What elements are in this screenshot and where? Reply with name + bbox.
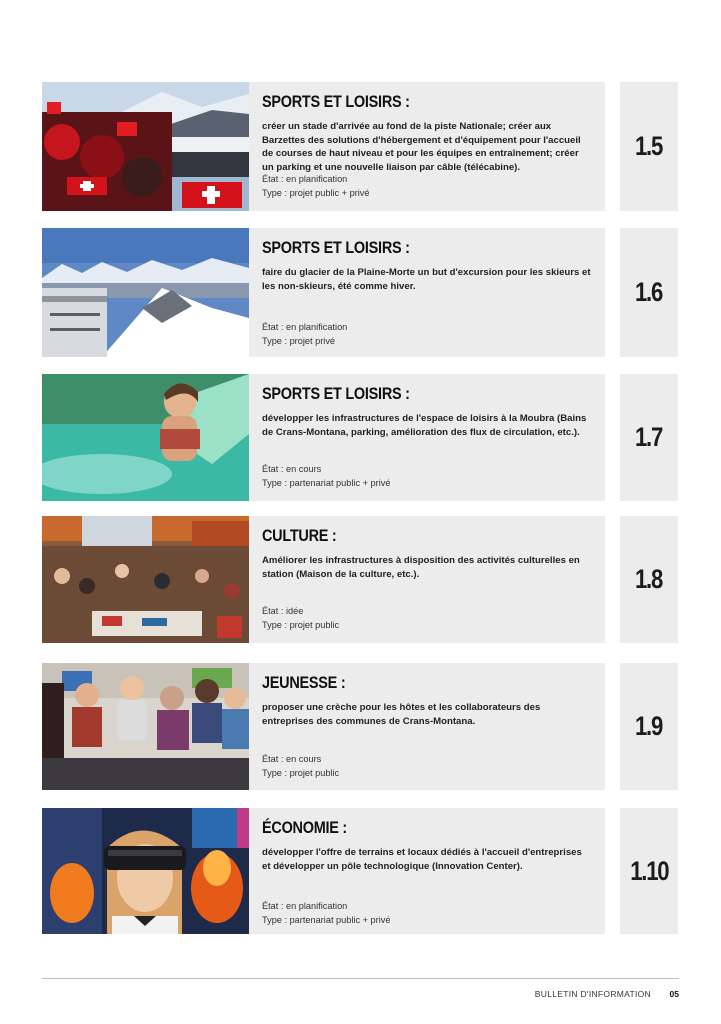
vr-headset-photo	[42, 808, 249, 934]
type-line: Type : projet privé	[262, 335, 336, 346]
project-number-box	[620, 82, 678, 211]
footer-page-number: 05	[669, 989, 679, 999]
project-number: 1.8	[635, 564, 663, 594]
project-number-box	[620, 228, 678, 357]
project-number-box	[620, 663, 678, 790]
project-number-box	[620, 374, 678, 501]
card-description: Améliorer les infrastructures à disposition des activités culturelles en station (Maison de la culture, etc.).	[262, 555, 580, 580]
status-line: État : en cours	[262, 754, 322, 764]
status-line: État : en planification	[262, 901, 348, 911]
status-line: État : en cours	[262, 464, 322, 474]
project-card	[42, 374, 605, 501]
footer-publication-label: BULLETIN D'INFORMATION	[534, 989, 651, 999]
card-title: ÉCONOMIE :	[262, 818, 347, 837]
card-status	[262, 463, 390, 490]
card-status	[262, 753, 339, 780]
project-number-box	[620, 808, 678, 934]
card-description: proposer une crèche pour les hôtes et les collaborateurs des entreprises des communes de Crans-Montana.	[262, 702, 541, 727]
card-content	[262, 92, 593, 174]
project-card	[42, 663, 605, 790]
glacier-photo	[42, 228, 249, 357]
card-status	[262, 173, 370, 200]
type-line: Type : projet public	[262, 619, 340, 630]
status-line: État : idée	[262, 606, 304, 616]
type-line: Type : partenariat public + privé	[262, 477, 391, 488]
card-title: CULTURE :	[262, 526, 337, 545]
card-content	[262, 384, 593, 439]
type-line: Type : partenariat public + privé	[262, 914, 391, 925]
card-title: SPORTS ET LOISIRS :	[262, 92, 410, 111]
card-status	[262, 605, 339, 632]
card-description: créer un stade d'arrivée au fond de la piste Nationale; créer aux Barzettes des solutions d'hébergement et d'équipement pour l'accueil de courses de haut niveau et pour les équipes en entraînement; créer un parking et une nouvelle liaison par câble (télécabine).	[262, 121, 581, 173]
project-number: 1.7	[635, 422, 663, 452]
type-line: Type : projet public	[262, 767, 340, 778]
card-title: SPORTS ET LOISIRS :	[262, 238, 410, 257]
spa-pool-photo	[42, 374, 249, 501]
card-status	[262, 321, 347, 348]
card-description: développer les infrastructures de l'espace de loisirs à la Moubra (Bains de Crans-Montana, parking, amélioration des flux de circulation, etc.).	[262, 413, 587, 438]
status-line: État : en planification	[262, 322, 348, 332]
project-card	[42, 82, 605, 211]
card-description: développer l'offre de terrains et locaux dédiés à l'accueil d'entreprises et développer un pôle technologique (Innovation Center).	[262, 847, 582, 872]
project-number: 1.10	[629, 855, 669, 886]
ski-stadium-photo	[42, 82, 249, 211]
card-content	[262, 526, 593, 581]
project-card	[42, 228, 605, 357]
card-status	[262, 900, 390, 927]
status-line: État : en planification	[262, 174, 348, 184]
project-number: 1.9	[635, 711, 663, 741]
project-card	[42, 808, 605, 934]
card-title: JEUNESSE :	[262, 673, 346, 692]
card-content	[262, 818, 593, 873]
footer-divider	[42, 978, 679, 979]
type-line: Type : projet public + privé	[262, 187, 370, 198]
card-content	[262, 673, 593, 728]
market-hall-photo	[42, 516, 249, 643]
card-description: faire du glacier de la Plaine-Morte un but d'excursion pour les skieurs et les non-skieurs, été comme hiver.	[262, 267, 591, 292]
card-title: SPORTS ET LOISIRS :	[262, 384, 410, 403]
project-number: 1.6	[635, 277, 663, 307]
card-content	[262, 238, 593, 293]
project-card	[42, 516, 605, 643]
children-photo	[42, 663, 249, 790]
project-number-box	[620, 516, 678, 643]
project-number: 1.5	[635, 131, 663, 161]
